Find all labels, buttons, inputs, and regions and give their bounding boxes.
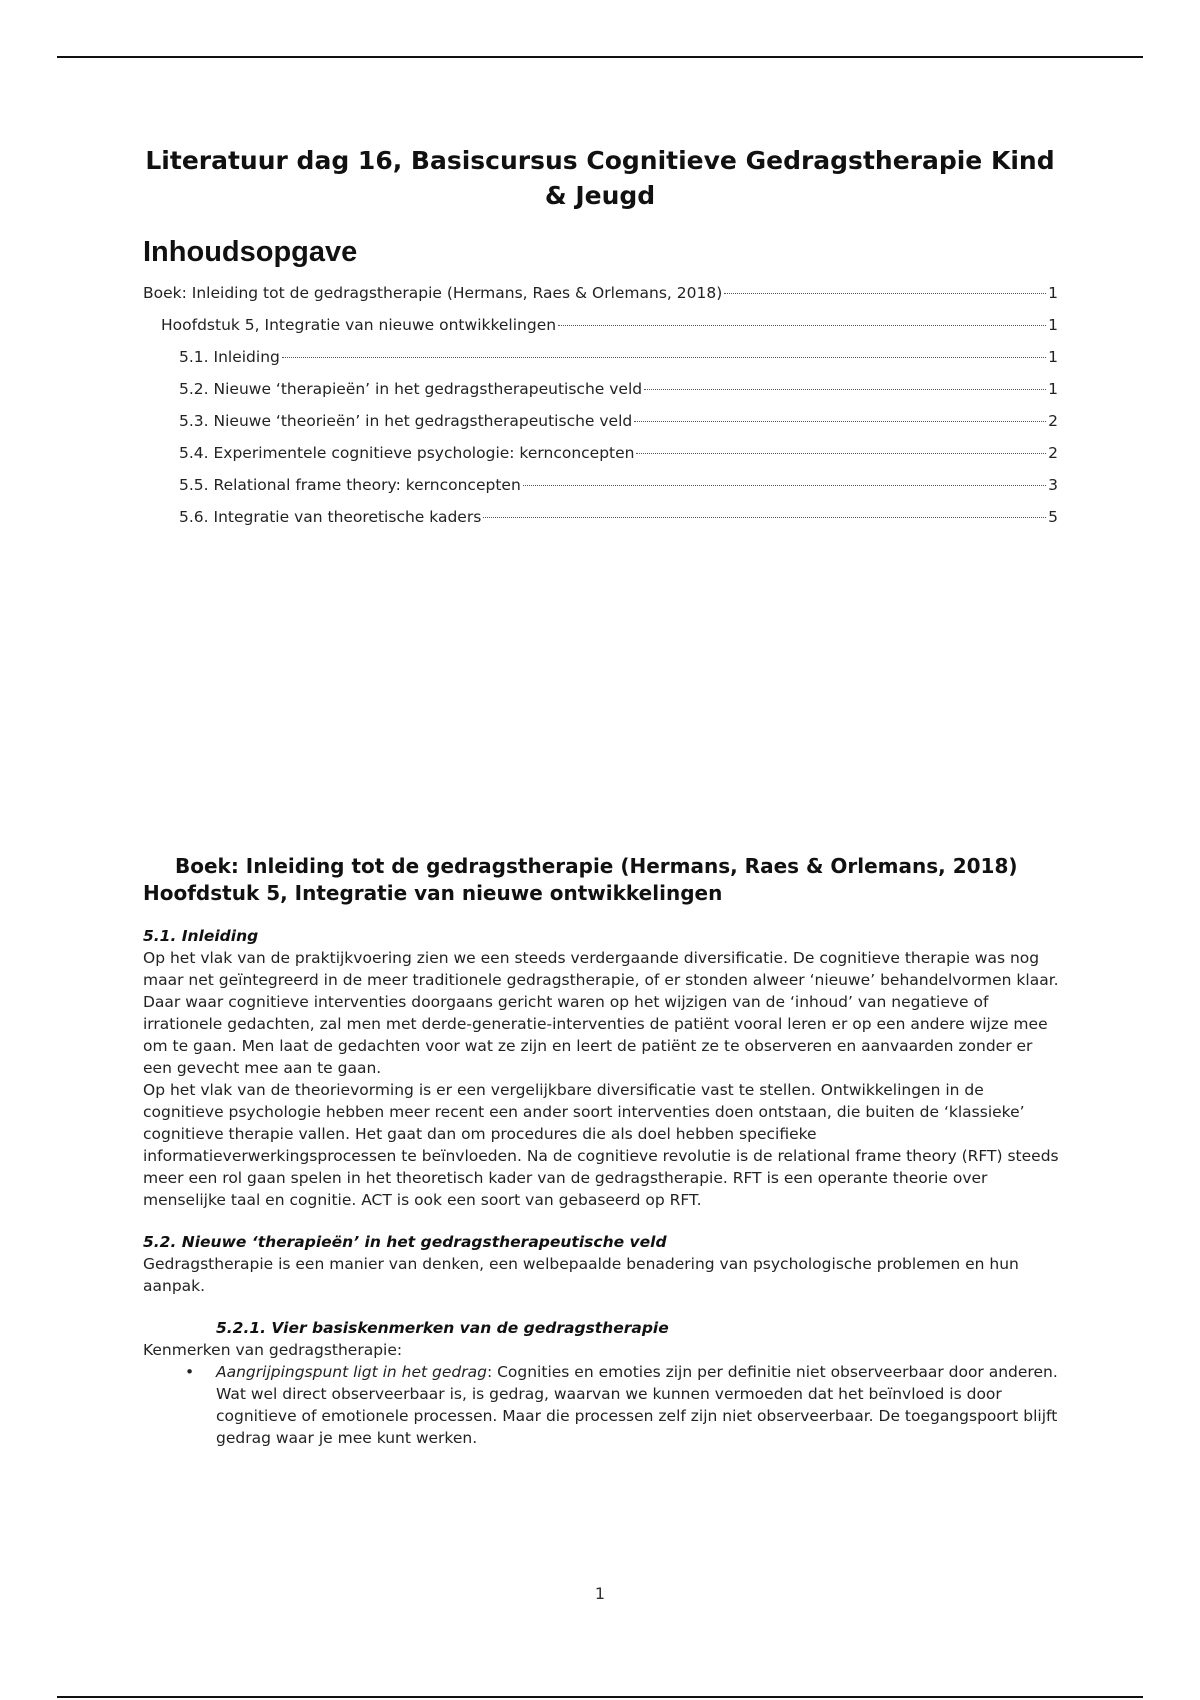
toc-entry-text: 5.1. Inleiding [179, 348, 280, 366]
toc-heading: Inhoudsopgave [143, 236, 358, 268]
toc-entry-5-5[interactable] [143, 476, 1058, 508]
toc-entry-text: 5.3. Nieuwe ‘theorieën’ in het gedragstherapeutische veld [179, 412, 633, 430]
list-item [143, 1361, 1063, 1449]
toc-entry-page: 2 [1048, 412, 1058, 430]
toc-leader [483, 517, 1046, 518]
bullet-icon: • [185, 1363, 195, 1381]
toc-entry-text: 5.6. Integratie van theoretische kaders [179, 508, 482, 526]
toc-leader [644, 389, 1046, 390]
toc-entry-text: 5.4. Experimentele cognitieve psychologie: kernconcepten [179, 444, 635, 462]
toc-entry-page: 1 [1048, 348, 1058, 366]
toc-entry-5-3[interactable] [143, 412, 1058, 444]
toc-entry-book[interactable] [143, 284, 1058, 316]
toc-entry-5-1[interactable] [143, 348, 1058, 380]
table-of-contents [143, 284, 1058, 540]
toc-entry-5-4[interactable] [143, 444, 1058, 476]
toc-leader [558, 325, 1046, 326]
book-heading: Boek: Inleiding tot de gedragstherapie (Hermans, Raes & Orlemans, 2018) [175, 854, 1018, 878]
toc-entry-page: 1 [1048, 316, 1058, 334]
chapter-heading: Hoofdstuk 5, Integratie van nieuwe ontwikkelingen [143, 881, 723, 905]
toc-entry-text: 5.2. Nieuwe ‘therapieën’ in het gedragstherapeutische veld [179, 380, 643, 398]
paragraph: Kenmerken van gedragstherapie: [143, 1341, 403, 1359]
toc-entry-text: 5.5. Relational frame theory: kernconcepten [179, 476, 521, 494]
document-title: Literatuur dag 16, Basiscursus Cognitieve Gedragstherapie Kind & Jeugd [145, 146, 1055, 210]
toc-entry-5-2[interactable] [143, 380, 1058, 412]
document-body [143, 925, 1063, 1449]
subsection-heading-5-2-1: 5.2.1. Vier basiskenmerken van de gedragstherapie [216, 1319, 669, 1337]
top-rule [57, 56, 1143, 58]
toc-leader [636, 453, 1046, 454]
paragraph: Op het vlak van de theorievorming is er een vergelijkbare diversificatie vast te stellen. Ontwikkelingen in de cognitieve psychologie hebben meer recent een ander soort interventies doen ontstaan, die buiten de ‘klassieke’ cognitieve therapie vallen. Het gaat dan om procedures die als doel hebben specifieke informatieverwerkingsprocessen te beïnvloeden. Na de cognitieve revolutie is de relational frame theory (RFT) steeds meer een rol gaan spelen in het theoretisch kader van de gedragstherapie. RFT is een operante theorie over menselijke taal en cognitie. ACT is ook een soort van gebaseerd op RFT. [143, 1081, 1059, 1209]
bullet-text: : Cognities en emoties zijn per definitie niet observeerbaar door anderen. Wat wel direct observeerbaar is, is gedrag, waarvan we kunnen vermoeden dat het beïnvloed is door cognitieve of emotionele processen. Maar die processen zelf zijn niet observeerbaar. De toegangspoort blijft gedrag waar je mee kunt werken. [216, 1363, 1058, 1447]
paragraph: Op het vlak van de praktijkvoering zien we een steeds verdergaande diversificatie. De cognitieve therapie was nog maar net geïntegreerd in de meer traditionele gedragstherapie, of er stonden alweer ‘nieuwe’ behandelvormen klaar. Daar waar cognitieve interventies doorgaans gericht waren op het wijzigen van de ‘inhoud’ van negatieve of irrationele gedachten, zal men met derde-generatie-interventies de patiënt vooral leren er op een andere wijze mee om te gaan. Men laat de gedachten voor wat ze zijn en leert de patiënt ze te observeren en aanvaarden zonder er een gevecht mee aan te gaan. [143, 949, 1059, 1077]
toc-leader [634, 421, 1046, 422]
bottom-rule [57, 1696, 1143, 1698]
toc-entry-chapter-5[interactable] [143, 316, 1058, 348]
bullet-term: Aangrijpingspunt ligt in het gedrag [216, 1363, 487, 1381]
toc-entry-page: 1 [1048, 284, 1058, 302]
section-heading-5-1: 5.1. Inleiding [143, 927, 259, 945]
book-chapter-heading [143, 853, 1058, 907]
toc-entry-page: 5 [1048, 508, 1058, 526]
bullet-list [143, 1361, 1063, 1449]
section-heading-5-2: 5.2. Nieuwe ‘therapieën’ in het gedragstherapeutische veld [143, 1233, 667, 1251]
toc-entry-page: 1 [1048, 380, 1058, 398]
toc-entry-page: 2 [1048, 444, 1058, 462]
toc-entry-page: 3 [1048, 476, 1058, 494]
toc-leader [523, 485, 1046, 486]
toc-entry-5-6[interactable] [143, 508, 1058, 540]
toc-entry-text: Hoofdstuk 5, Integratie van nieuwe ontwikkelingen [161, 316, 557, 334]
paragraph: Gedragstherapie is een manier van denken, een welbepaalde benadering van psychologische problemen en hun aanpak. [143, 1255, 1019, 1295]
page-number: 1 [594, 1584, 606, 1603]
toc-leader [724, 293, 1046, 294]
toc-leader [282, 357, 1046, 358]
toc-entry-text: Boek: Inleiding tot de gedragstherapie (Hermans, Raes & Orlemans, 2018) [143, 284, 723, 302]
